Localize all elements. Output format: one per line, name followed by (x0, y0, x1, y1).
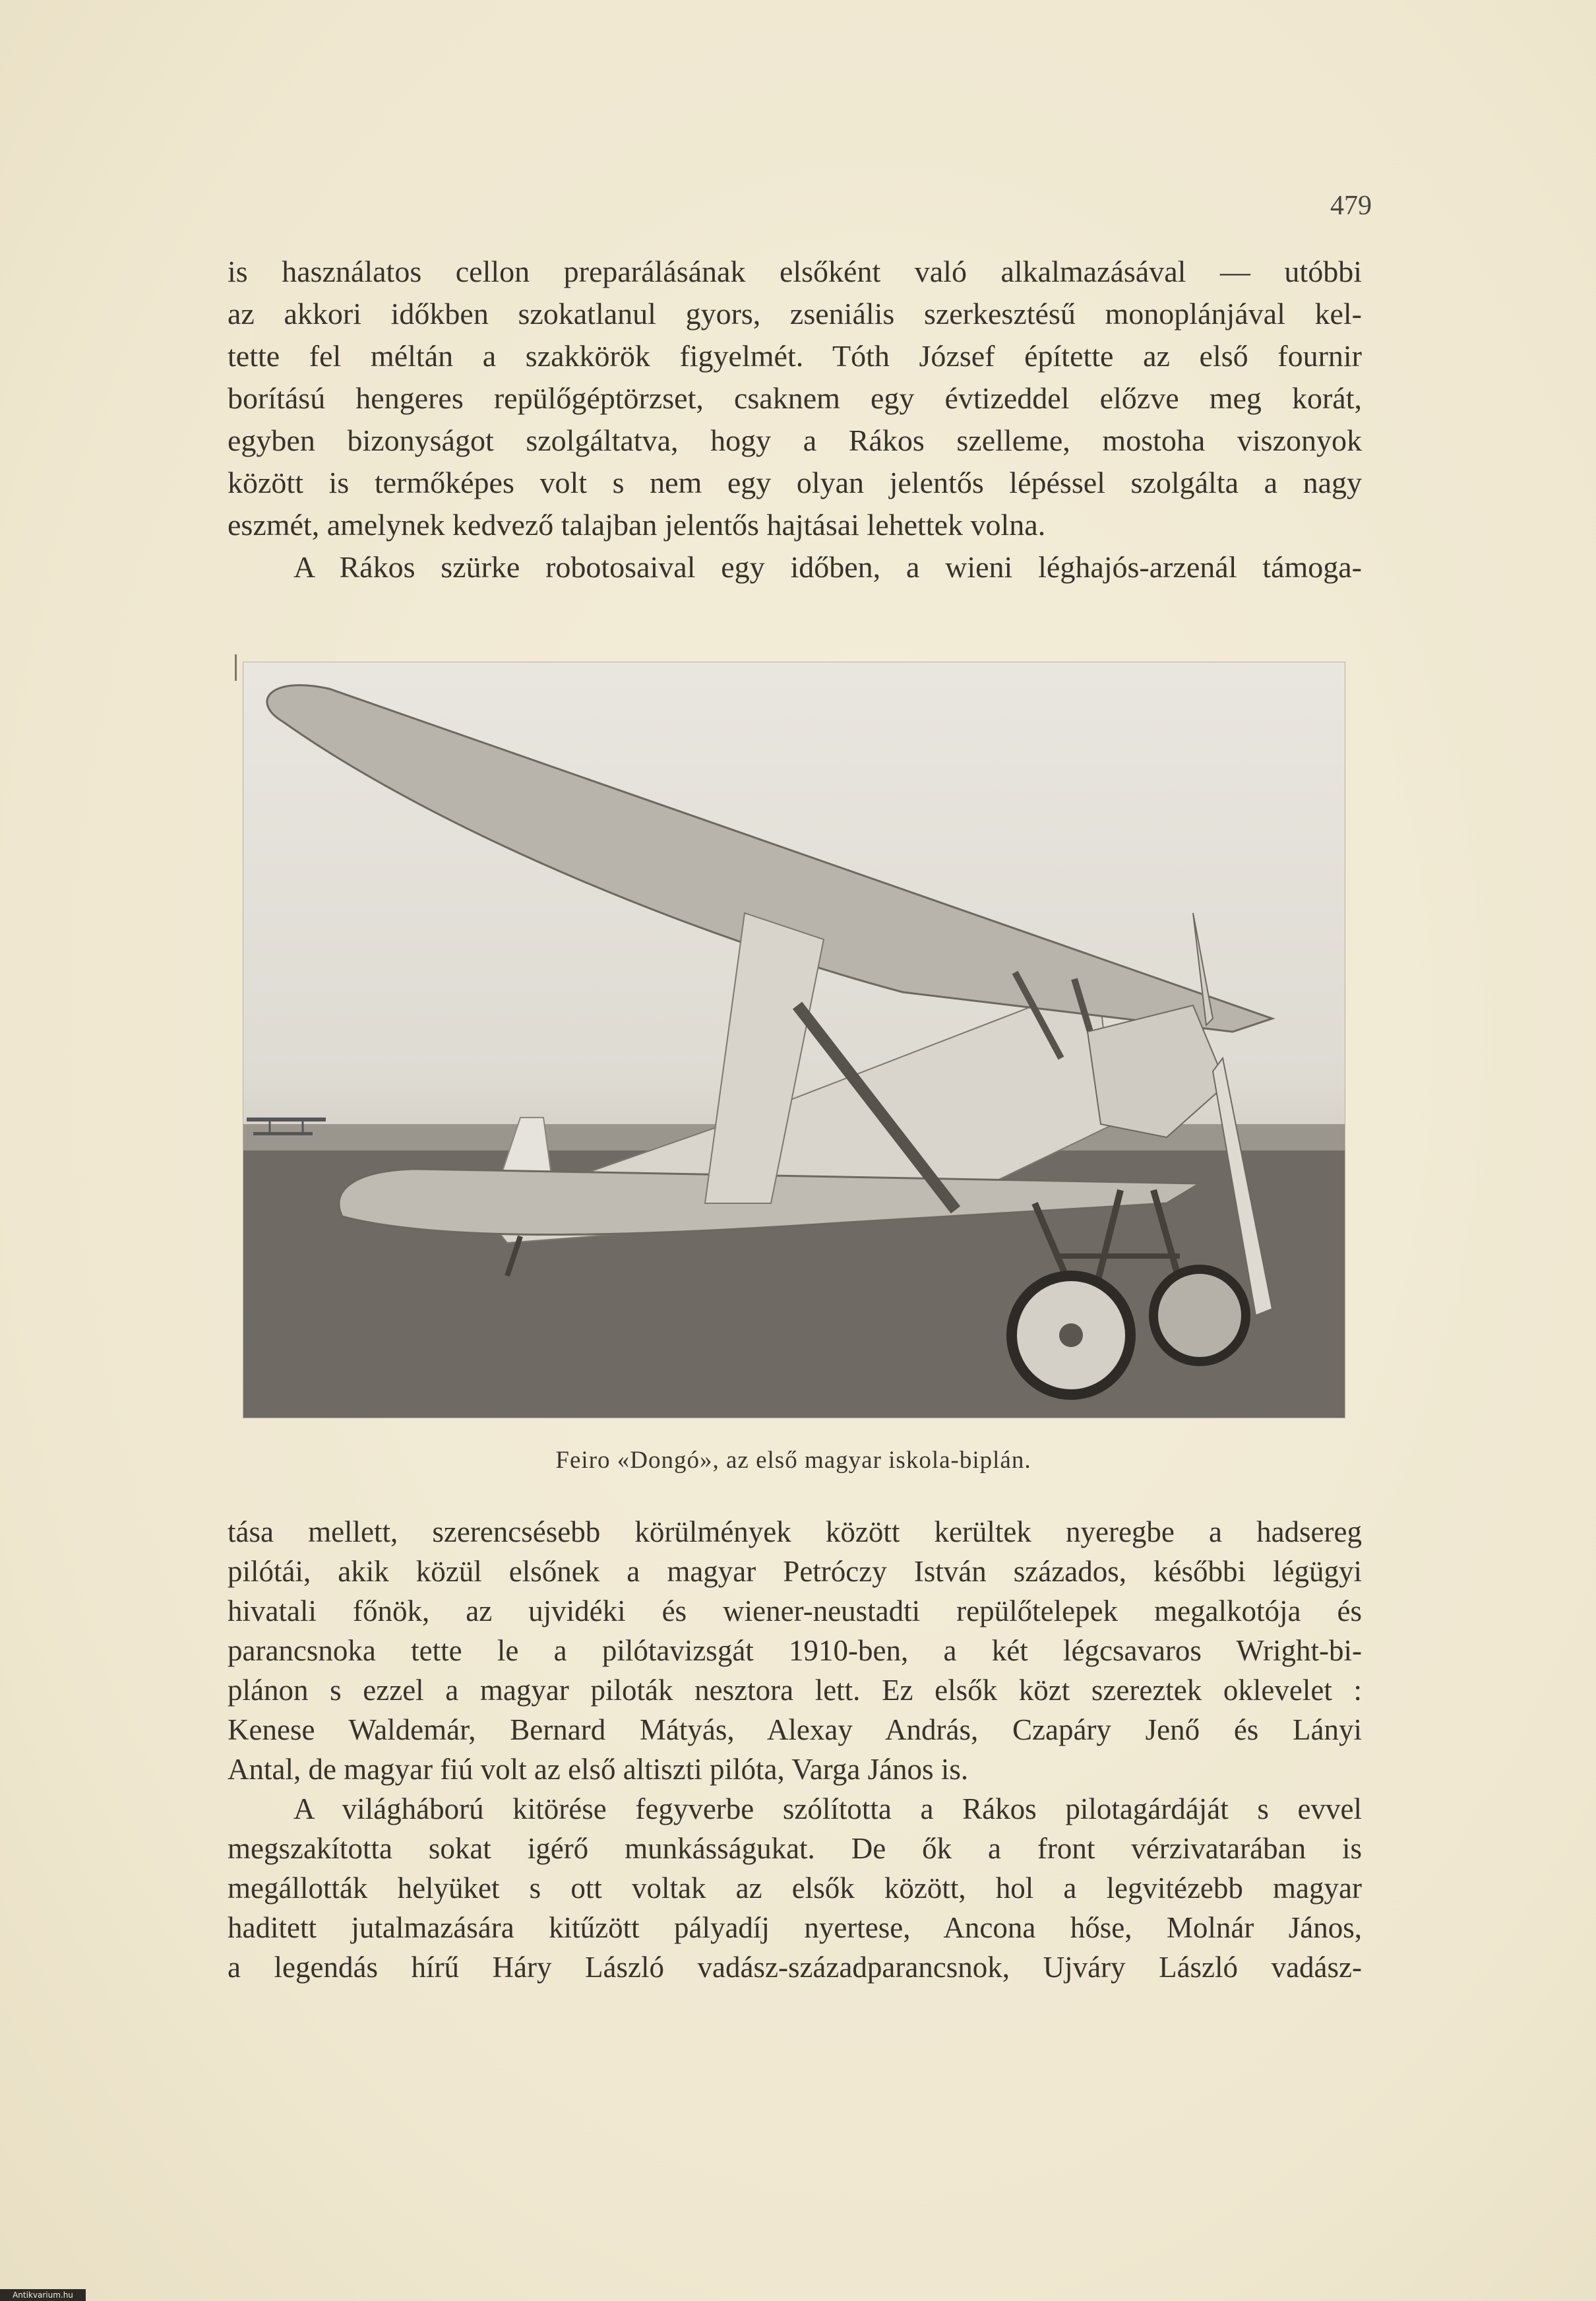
text-line: eszmét, amelynek kedvező talajban jelentős hajtásai lehettek volna. (228, 508, 1046, 542)
text-line: is használatos cellon preparálásának elsőként való alkalmazásával — utóbbi (228, 255, 1362, 288)
text-line: tása mellett, szerencsésebb körülmények között kerültek nyeregbe a hadsereg (228, 1515, 1362, 1548)
text-line: megállották helyüket s ott voltak az elsők között, hol a legvitézebb magyar (228, 1872, 1362, 1905)
paragraph-top (228, 251, 1362, 588)
figure-caption: Feiro «Dongó», az első magyar iskola-biplán. (555, 1447, 1031, 1474)
text-line: között is termőképes volt s nem egy olyan jelentős lépéssel szolgálta a nagy (228, 466, 1362, 499)
crop-mark (235, 654, 237, 681)
text-line: borítású hengeres repülőgéptörzset, csaknem egy évtizeddel előzve meg korát, (228, 381, 1362, 415)
watermark: Antikvarium.hu (0, 2289, 86, 2301)
biplane-illustration (243, 662, 1345, 1418)
text-line: A Rákos szürke robotosaival egy időben, a wieni léghajós-arzenál támoga- (293, 550, 1362, 584)
text-line: Antal, de magyar fiú volt az első altiszti pilóta, Varga János is. (228, 1753, 969, 1786)
text-line: haditett jutalmazására kitűzött pályadíj nyertese, Ancona hőse, Molnár János, (228, 1911, 1362, 1944)
text-line: a legendás hírű Háry László vadász-századparancsnok, Ujváry László vadász- (228, 1951, 1362, 1984)
text-line: megszakította sokat igérő munkásságukat. De ők a front vérzivatarában is (228, 1832, 1362, 1865)
page-number: 479 (1330, 191, 1372, 221)
text-line: hivatali főnök, az ujvidéki és wiener-neustadti repülőtelepek megalkotója és (228, 1594, 1362, 1627)
paragraph-bottom (228, 1512, 1362, 1987)
text-line: plánon s ezzel a magyar piloták nesztora lett. Ez elsők közt szereztek oklevelet : (228, 1674, 1362, 1707)
text-line: parancsnoka tette le a pilótavizsgát 1910-ben, a két légcsavaros Wright-bi- (228, 1634, 1362, 1667)
biplane-photo (243, 662, 1345, 1418)
text-line: az akkori időkben szokatlanul gyors, zseniális szerkesztésű monoplánjával kel- (228, 297, 1362, 331)
text-line: pilótái, akik közül elsőnek a magyar Petróczy István százados, későbbi légügyi (228, 1555, 1362, 1588)
text-line: tette fel méltán a szakkörök figyelmét. Tóth József építette az első fournir (228, 339, 1362, 373)
text-line: Kenese Waldemár, Bernard Mátyás, Alexay András, Czapáry Jenő és Lányi (228, 1713, 1362, 1746)
text-line: A világháború kitörése fegyverbe szólította a Rákos pilotagárdáját s evvel (293, 1792, 1362, 1825)
text-line: egyben bizonyságot szolgáltatva, hogy a Rákos szelleme, mostoha viszonyok (228, 424, 1362, 457)
